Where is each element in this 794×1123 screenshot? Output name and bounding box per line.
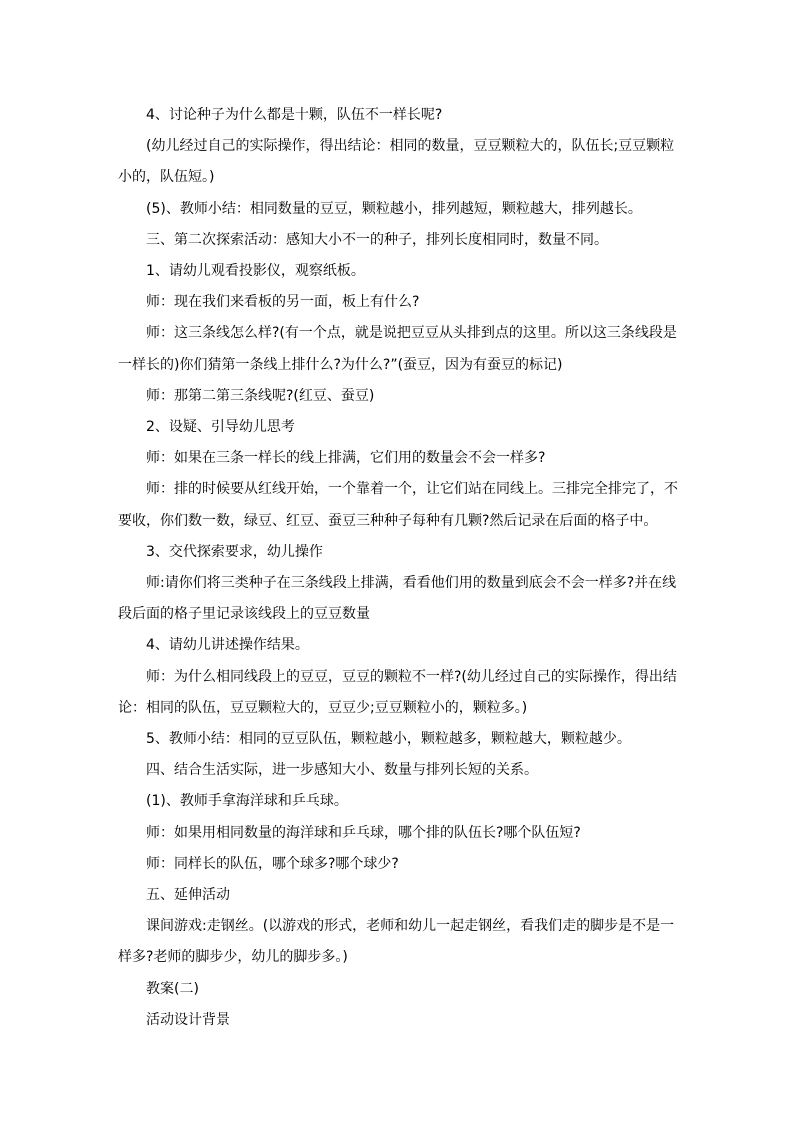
paragraph-line: 师：如果在三条一样长的线上排满，它们用的数量会不会一样多?: [146, 450, 546, 467]
paragraph-line: 5、教师小结：相同的豆豆队伍，颗粒越小，颗粒越多，颗粒越大，颗粒越少。: [146, 731, 631, 748]
paragraph-line: 3、交代探索要求，幼儿操作: [146, 543, 323, 560]
paragraph-line: 1、请幼儿观看投影仪，观察纸板。: [146, 263, 365, 280]
paragraph-line: 课间游戏:走钢丝。(以游戏的形式，老师和幼儿一起走钢丝，看我们走的脚步是不是一: [146, 918, 675, 935]
section-heading: 五、延伸活动: [146, 887, 230, 904]
section-heading: 教案(二): [146, 980, 199, 997]
paragraph-line: 师：排的时候要从红线开始，一个靠着一个，让它们站在同线上。三排完全排完了，不: [146, 481, 678, 498]
paragraph-line: 师:请你们将三类种子在三条线段上排满，看看他们用的数量到底会不会一样多?并在线: [146, 575, 677, 592]
paragraph-line: (1)、教师手拿海洋球和乒乓球。: [146, 793, 348, 810]
paragraph-line: 师：这三条线怎么样?(有一个点，就是说把豆豆从头排到点的这里。所以这三条线段是: [146, 325, 677, 342]
paragraph-line: 一样长的)你们猜第一条线上排什么?为什么?”(蚕豆，因为有蚕豆的标记): [118, 356, 563, 373]
paragraph-line: 样多?老师的脚步少，幼儿的脚步多。): [118, 949, 348, 966]
paragraph-line: 师：那第二第三条线呢?(红豆、蚕豆): [146, 387, 375, 404]
paragraph-line: 要收，你们数一数，绿豆、红豆、蚕豆三种种子每种有几颗?然后记录在后面的格子中。: [118, 512, 658, 529]
paragraph-line: 小的，队伍短。): [118, 169, 215, 186]
section-heading: 活动设计背景: [146, 1011, 230, 1028]
paragraph-line: 论：相同的队伍，豆豆颗粒大的，豆豆少;豆豆颗粒小的，颗粒多。): [118, 699, 528, 716]
document-body: [118, 100, 678, 1036]
paragraph-line: 4、讨论种子为什么都是十颗，队伍不一样长呢?: [146, 107, 443, 123]
paragraph-line: 2、设疑、引导幼儿思考: [146, 419, 295, 436]
paragraph-line: 段后面的格子里记录该线段上的豆豆数量: [118, 606, 370, 623]
section-heading: 四、结合生活实际，进一步感知大小、数量与排列长短的关系。: [146, 762, 538, 779]
paragraph-line: (幼儿经过自己的实际操作，得出结论：相同的数量，豆豆颗粒大的，队伍长;豆豆颗粒: [146, 138, 675, 155]
paragraph-line: (5)、教师小结：相同数量的豆豆，颗粒越小，排列越短，颗粒越大，排列越长。: [146, 200, 642, 217]
paragraph-line: 师：同样长的队伍，哪个球多?哪个球少?: [146, 855, 399, 872]
paragraph-line: 师：现在我们来看板的另一面，板上有什么?: [146, 294, 420, 311]
paragraph-line: 师：如果用相同数量的海洋球和乒乓球，哪个排的队伍长?哪个队伍短?: [146, 824, 581, 841]
section-heading: 三、第二次探索活动：感知大小不一的种子，排列长度相同时，数量不同。: [146, 231, 608, 248]
paragraph-line: 4、请幼儿讲述操作结果。: [146, 637, 309, 654]
paragraph-line: 师：为什么相同线段上的豆豆，豆豆的颗粒不一样?(幼儿经过自己的实际操作，得出结: [146, 668, 677, 685]
